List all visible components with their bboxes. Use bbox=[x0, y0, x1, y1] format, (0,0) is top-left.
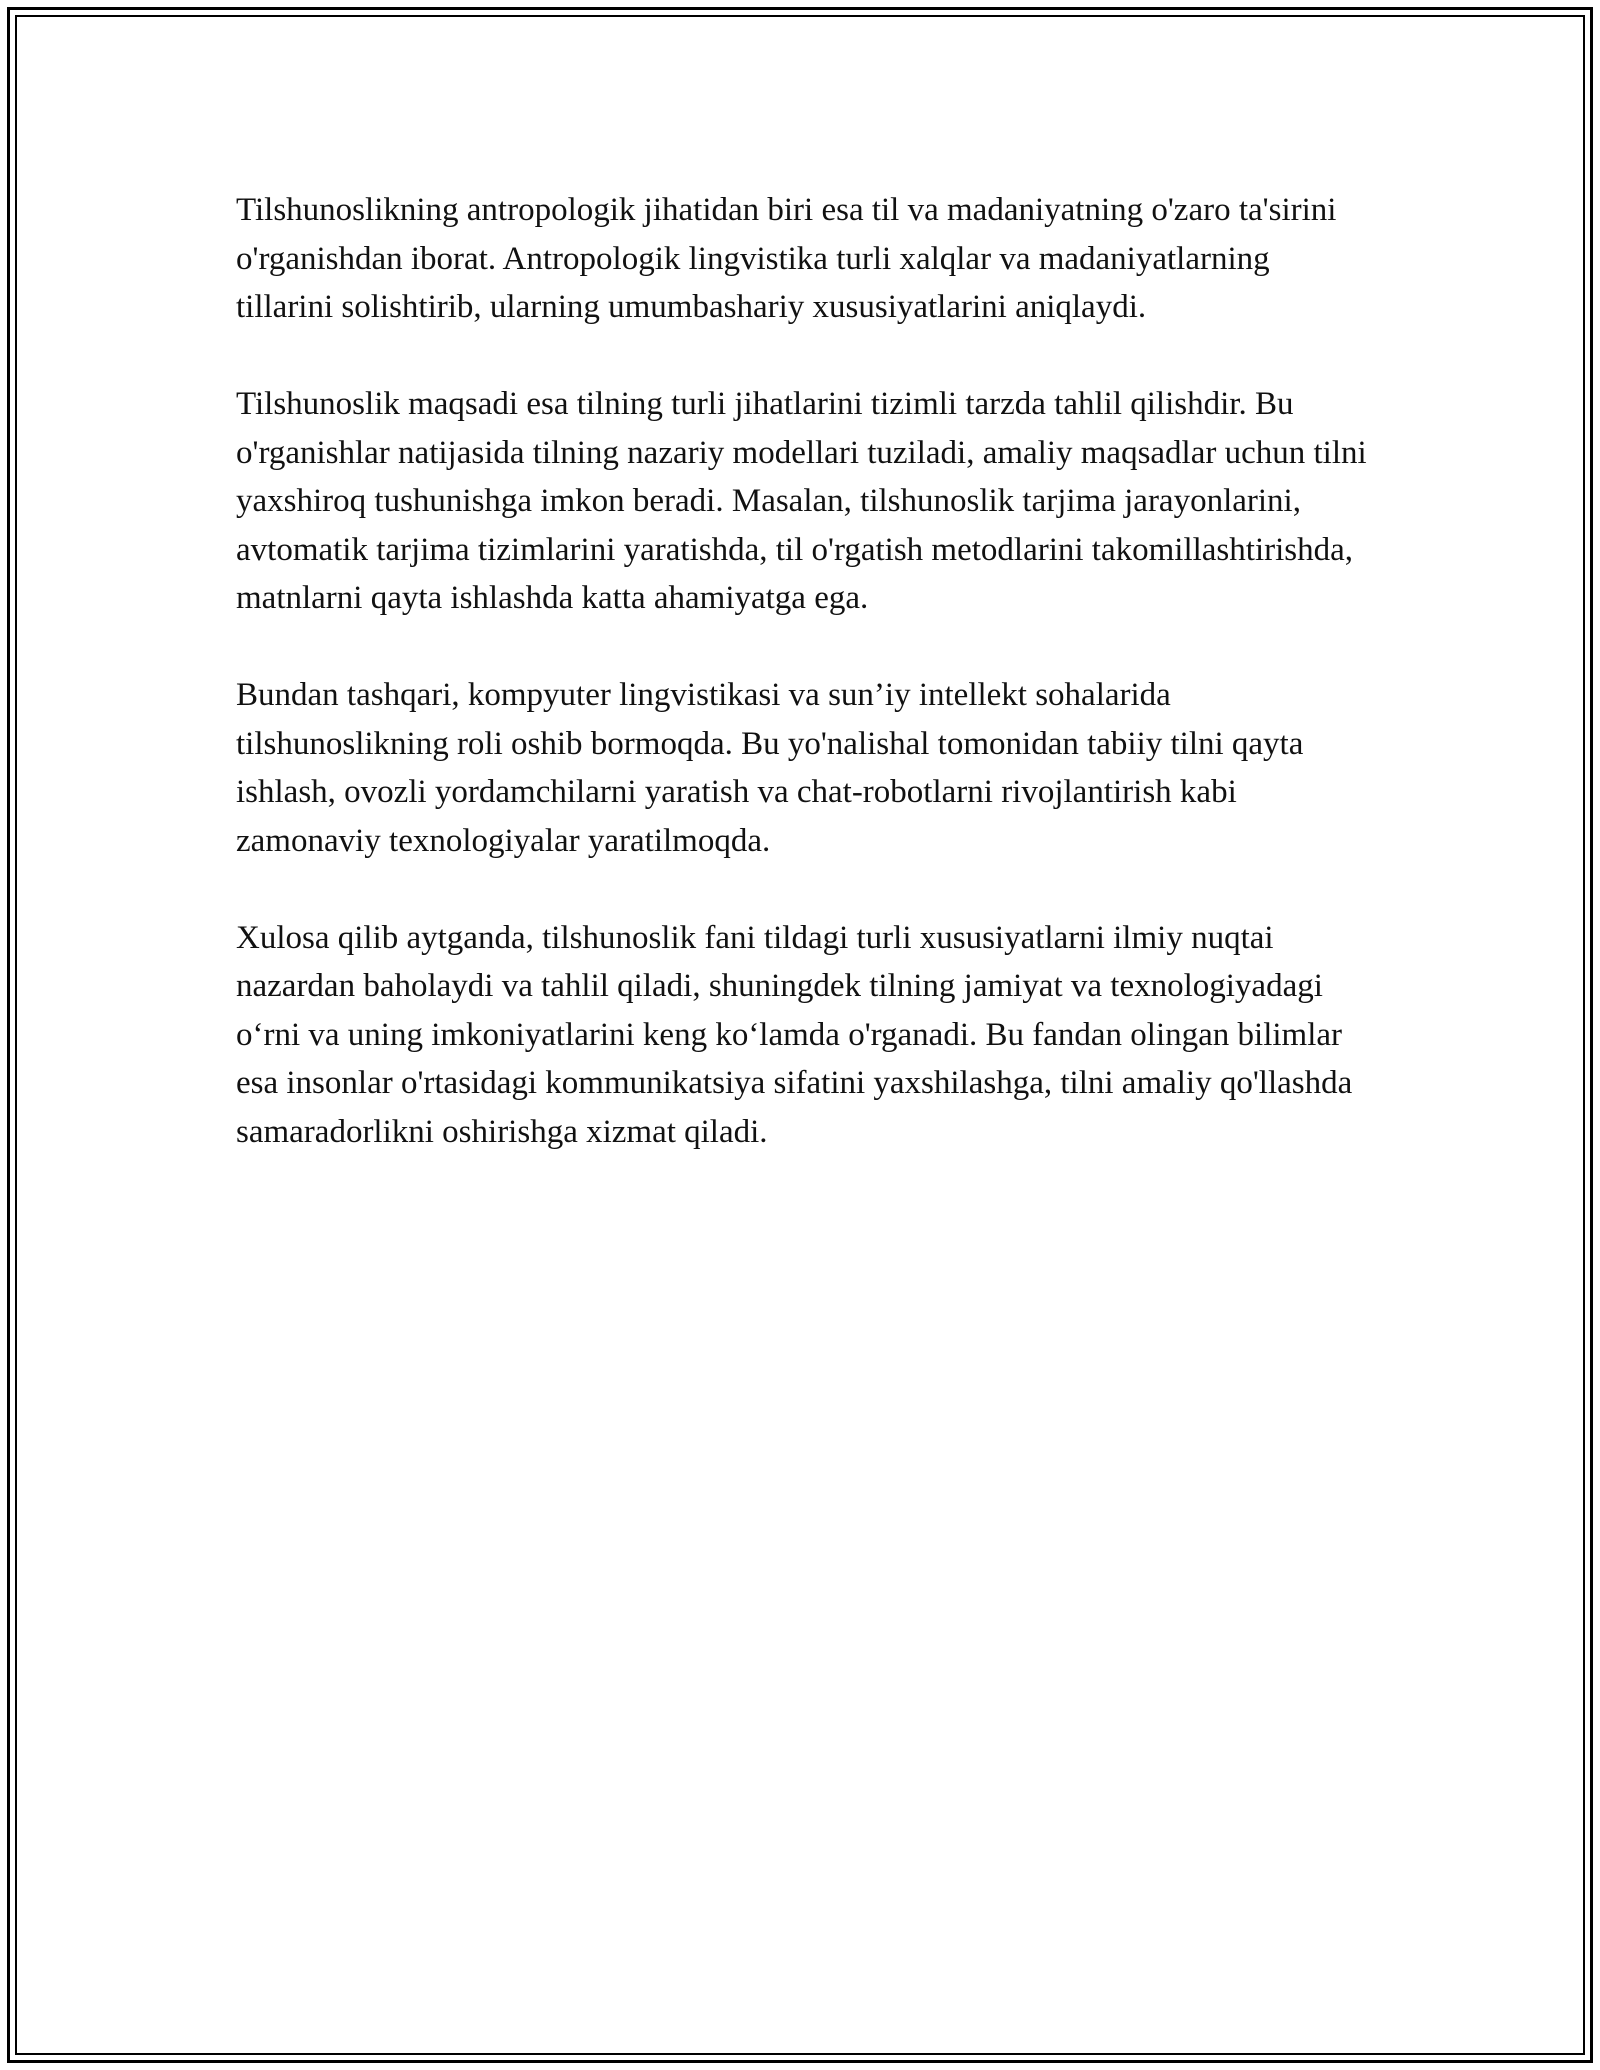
paragraph-1: Tilshunoslikning antropologik jihatidan biri esa til va madaniyatning o'zaro ta'sirini o'rganishdan iborat. Antropologik lingvistika turli xalqlar va madaniyatlarning tillarini solishtirib, ularning umumbashariy xususiyatlarini aniqlaydi. bbox=[236, 192, 1337, 325]
paragraph-4: Xulosa qilib aytganda, tilshunoslik fani tildagi turli xususiyatlarni ilmiy nuqtai nazardan baholaydi va tahlil qiladi, shuningdek tilning jamiyat va texnologiyadagi oʻrni va uning imkoniyatlarini keng koʻlamda o'rganadi. Bu fandan olingan bilimlar esa insonlar o'rtasidagi kommunikatsiya sifatini yaxshilashga, tilni amaliy qo'llashda samaradorlikni oshirishga xizmat qiladi. bbox=[236, 919, 1353, 1150]
document-body bbox=[236, 186, 1372, 1205]
paragraph-3: Bundan tashqari, kompyuter lingvistikasi va sun’iy intellekt sohalarida tilshunoslikning roli oshib bormoqda. Bu yo'nalishal tomonidan tabiiy tilni qayta ishlash, ovozli yordamchilarni yaratish va chat-robotlarni rivojlantirish kabi zamonaviy texnologiyalar yaratilmoqda. bbox=[236, 677, 1304, 859]
paragraph-2: Tilshunoslik maqsadi esa tilning turli jihatlarini tizimli tarzda tahlil qilishdir. Bu o'rganishlar natijasida tilning nazariy modellari tuziladi, amaliy maqsadlar uchun tilni yaxshiroq tushunishga imkon beradi. Masalan, tilshunoslik tarjima jarayonlarini, avtomatik tarjima tizimlarini yaratishda, til o'rgatish metodlarini takomillashtirishda, matnlarni qayta ishlashda katta ahamiyatga ega. bbox=[236, 386, 1367, 616]
